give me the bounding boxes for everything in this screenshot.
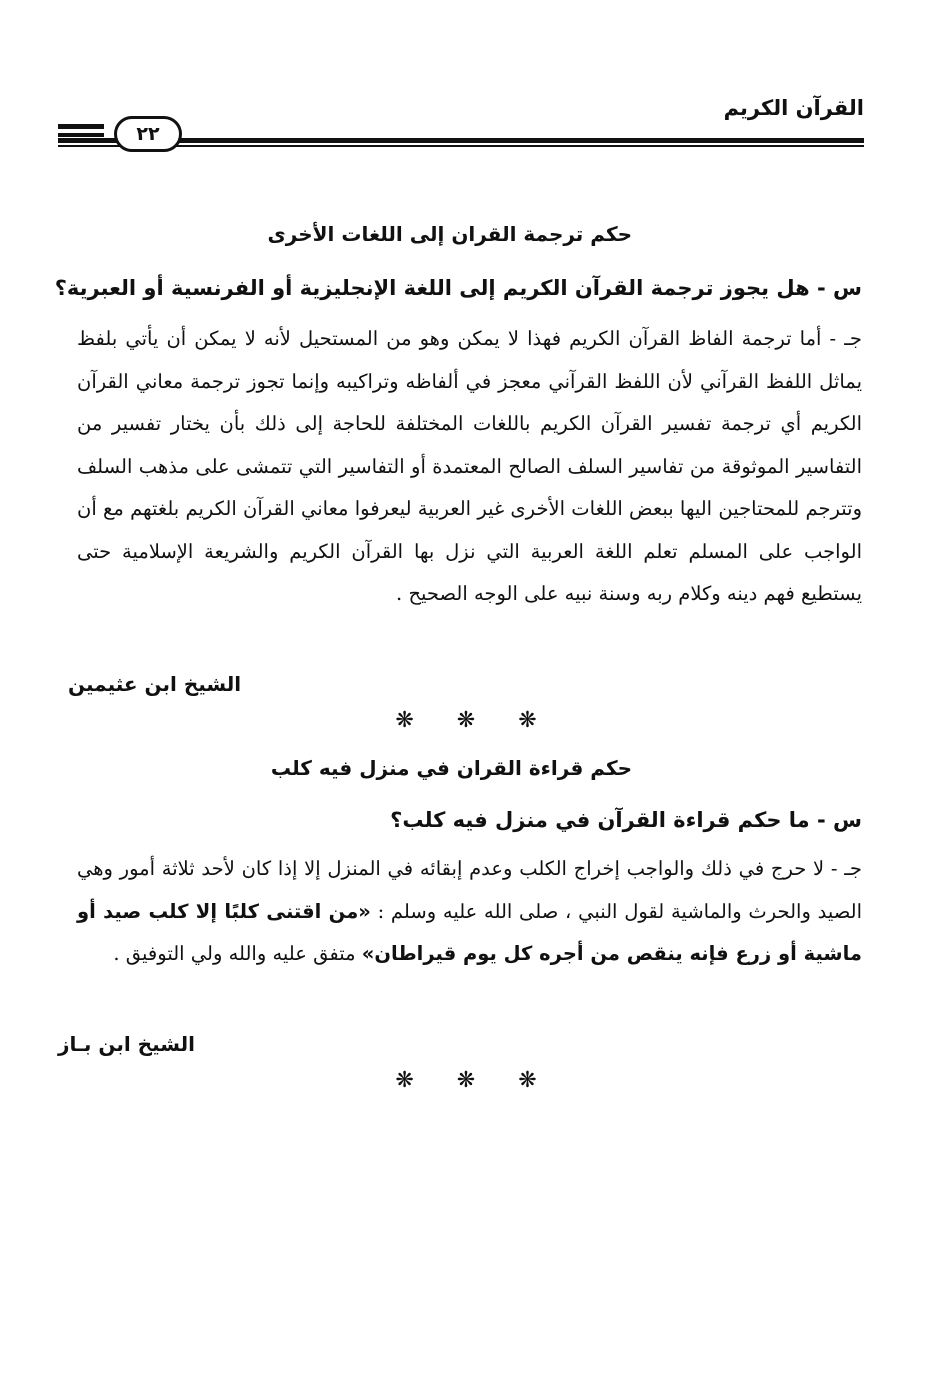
- page-number: ٢٢: [114, 116, 182, 152]
- hadith-quote: «من اقتنى كلبًا إلا كلب صيد أو ماشية أو زرع فإنه ينقص من أجره كل يوم قيراطان»: [77, 899, 862, 965]
- answer-text: أما ترجمة الفاظ القرآن الكريم فهذا لا يمكن وهو من المستحيل لأنه لا يمكن أن يأتي بلفظ يماثل اللفظ القرآني لأن اللفظ القرآني معجز في ألفاظه وتراكيبه وإنما تجوز ترجمة معاني القرآن الكريم أي ترجمة تفسير القرآن الكريم باللغات المختلفة للحاجة إلى ذلك بأن يختار تفسير من التفاسير الموثوقة من تفاسير السلف الصالح المعتمدة أو التفاسير التي تتمشى على مذهب السلف وتترجم للمحتاجين اليها ببعض اللغات الأخرى غير العربية ليعرفوا معاني القرآن الكريم بلغتهم مع أن الواجب على المسلم تعلم اللغة العربية التي نزل بها القرآن الكريم والشريعة الإسلامية حتى يستطيع فهم دينه وكلام ربه وسنة نبيه على الوجه الصحيح .: [77, 327, 862, 605]
- answer-text-part2: متفق عليه والله ولي التوفيق .: [113, 942, 362, 965]
- question-translation: س - هل يجوز ترجمة القرآن الكريم إلى اللغة الإنجليزية أو الفرنسية أو العبرية؟: [54, 276, 862, 300]
- header-rule-thin: [58, 145, 864, 147]
- section-separator: ❋ ❋ ❋: [395, 1068, 555, 1093]
- author-ibn-uthaymeen: الشيخ ابن عثيمين: [68, 672, 242, 696]
- header-ornament-dash: [58, 133, 104, 137]
- section-title-dog: حكم قراءة القران في منزل فيه كلب: [270, 756, 632, 780]
- author-ibn-baz: الشيخ ابن بـاز: [58, 1032, 195, 1056]
- page-header: [58, 92, 864, 152]
- header-ornament-dash: [58, 124, 104, 129]
- section-separator: ❋ ❋ ❋: [395, 708, 555, 733]
- answer-text-part1: لا حرج في ذلك والواجب إخراج الكلب وعدم إبقائه في المنزل إلا إذا كان لأحد ثلاثة أمور وهي الصيد والحرث والماشية لقول النبي ، صلى الله عليه وسلم :: [77, 857, 862, 923]
- answer-dog: [77, 848, 862, 976]
- answer-prefix: جـ -: [821, 327, 862, 350]
- answer-translation: [77, 318, 862, 616]
- section-title-translation: حكم ترجمة القران إلى اللغات الأخرى: [267, 222, 632, 246]
- answer-prefix: جـ -: [824, 857, 862, 880]
- running-title: القرآن الكريم: [723, 96, 864, 120]
- question-dog: س - ما حكم قراءة القرآن في منزل فيه كلب؟: [390, 808, 862, 832]
